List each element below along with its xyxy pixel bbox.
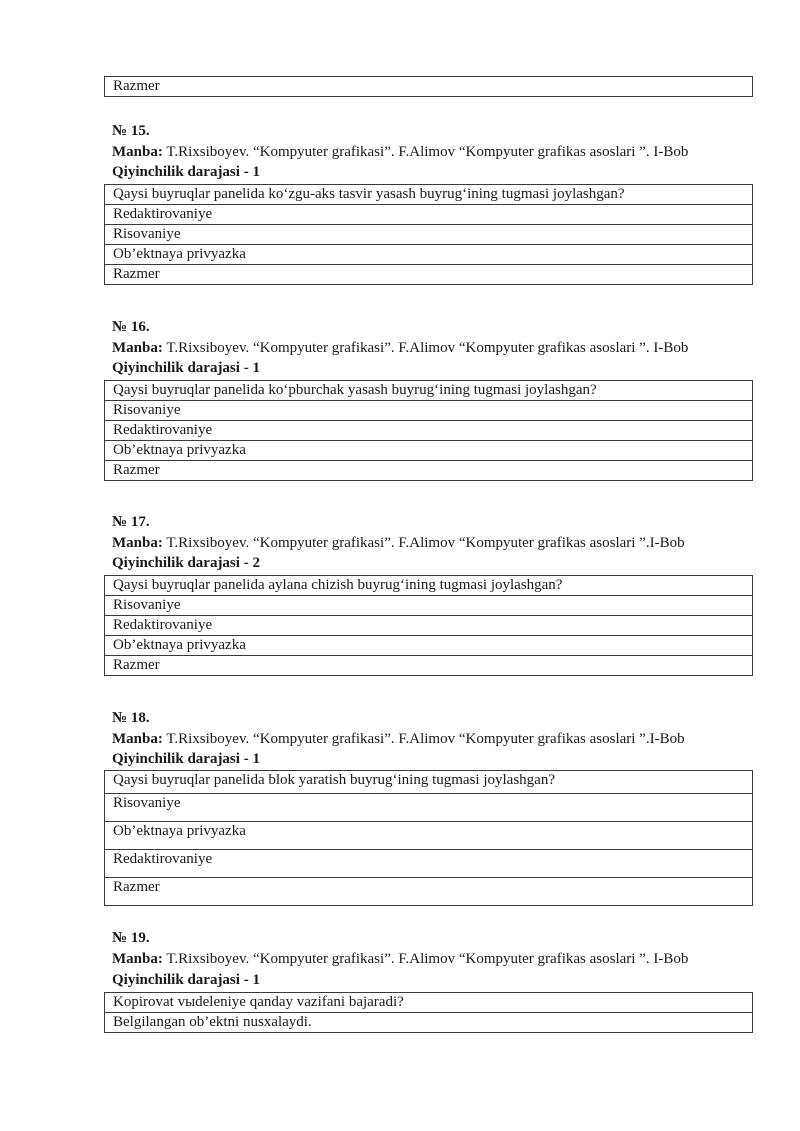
question-text: Qaysi buyruqlar panelida ko‘pburchak yasash buyrug‘ining tugmasi joylashgan? xyxy=(105,381,753,401)
difficulty-line: Qiyinchilik darajasi - 1 xyxy=(112,751,260,767)
question-text: Qaysi buyruqlar panelida aylana chizish buyrug‘ining tugmasi joylashgan? xyxy=(105,576,753,596)
source-line: Manba: T.Rixsiboyev. “Kompyuter grafikasi”. F.Alimov “Kompyuter grafikas asoslari ”. I-Bob xyxy=(112,340,689,356)
question-number: № 16. xyxy=(112,319,150,335)
answer-cell: Risovaniye xyxy=(105,225,753,245)
difficulty-line: Qiyinchilik darajasi - 1 xyxy=(112,972,260,988)
answer-cell: Ob’ektnaya privyazka xyxy=(105,441,753,461)
answer-cell: Razmer xyxy=(105,77,753,97)
question-table xyxy=(104,380,753,481)
answer-cell: Ob’ektnaya privyazka xyxy=(105,822,753,850)
question-text: Qaysi buyruqlar panelida ko‘zgu-aks tasvir yasash buyrug‘ining tugmasi joylashgan? xyxy=(105,185,753,205)
source-line: Manba: T.Rixsiboyev. “Kompyuter grafikasi”. F.Alimov “Kompyuter grafikas asoslari ”.I-Bob xyxy=(112,535,685,551)
source-line: Manba: T.Rixsiboyev. “Kompyuter grafikasi”. F.Alimov “Kompyuter grafikas asoslari ”.I-Bob xyxy=(112,731,685,747)
difficulty-line: Qiyinchilik darajasi - 2 xyxy=(112,555,260,571)
answer-cell: Risovaniye xyxy=(105,596,753,616)
answer-cell: Belgilangan ob’ektni nusxalaydi. xyxy=(105,1013,753,1033)
question-table xyxy=(104,184,753,285)
answer-cell: Redaktirovaniye xyxy=(105,850,753,878)
previous-answer-table xyxy=(104,76,753,97)
question-number: № 19. xyxy=(112,930,150,946)
question-table xyxy=(104,770,753,906)
answer-cell: Redaktirovaniye xyxy=(105,421,753,441)
answer-cell: Redaktirovaniye xyxy=(105,205,753,225)
answer-cell: Ob’ektnaya privyazka xyxy=(105,245,753,265)
answer-row xyxy=(105,77,753,97)
answer-cell: Razmer xyxy=(105,461,753,481)
source-line: Manba: T.Rixsiboyev. “Kompyuter grafikasi”. F.Alimov “Kompyuter grafikas asoslari ”. I-Bob xyxy=(112,951,689,967)
answer-cell: Razmer xyxy=(105,265,753,285)
question-text: Qaysi buyruqlar panelida blok yaratish buyrug‘ining tugmasi joylashgan? xyxy=(105,771,753,794)
question-number: № 17. xyxy=(112,514,150,530)
difficulty-line: Qiyinchilik darajasi - 1 xyxy=(112,164,260,180)
question-table xyxy=(104,992,753,1033)
answer-cell: Risovaniye xyxy=(105,401,753,421)
question-text: Kopirovat vыdeleniye qanday vazifani bajaradi? xyxy=(105,993,753,1013)
answer-cell: Razmer xyxy=(105,656,753,676)
question-number: № 18. xyxy=(112,710,150,726)
question-number: № 15. xyxy=(112,123,150,139)
answer-cell: Razmer xyxy=(105,878,753,906)
answer-cell: Ob’ektnaya privyazka xyxy=(105,636,753,656)
answer-cell: Redaktirovaniye xyxy=(105,616,753,636)
answer-cell: Risovaniye xyxy=(105,794,753,822)
source-line: Manba: T.Rixsiboyev. “Kompyuter grafikasi”. F.Alimov “Kompyuter grafikas asoslari ”. I-Bob xyxy=(112,144,689,160)
question-table xyxy=(104,575,753,676)
difficulty-line: Qiyinchilik darajasi - 1 xyxy=(112,360,260,376)
